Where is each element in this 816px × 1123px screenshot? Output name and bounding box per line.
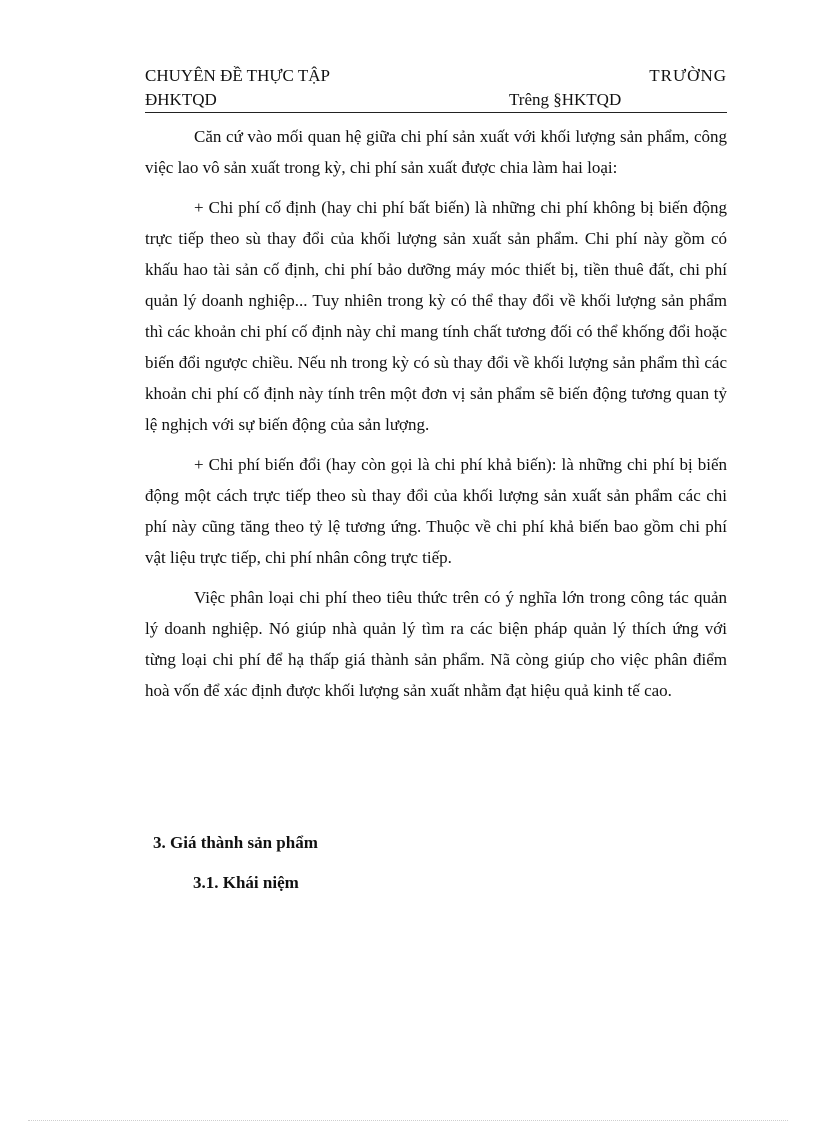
header-school-legacy: Trêng §HKTQD: [509, 90, 622, 109]
page-header: [145, 64, 727, 113]
subsection-heading: 3.1. Khái niệm: [193, 873, 299, 892]
section-heading: 3. Giá thành sản phẩm: [153, 833, 318, 852]
paragraph: Việc phân loại chi phí theo tiêu thức trên có ý nghĩa lớn trong công tác quản lý doanh nghiệp. Nó giúp nhà quản lý tìm ra các biện pháp quản lý thích ứng với từng loại chi phí để hạ thấp giá thành sản phẩm. Nã còng giúp cho việc phân điểm hoà vốn để xác định được khối lượng sản xuất nhằm đạt hiệu quả kinh tế cao.: [145, 588, 727, 700]
header-title: CHUYÊN ĐỀ THỰC TẬP: [145, 66, 330, 85]
page-bottom-divider: [28, 1120, 788, 1121]
document-body: [145, 121, 727, 715]
header-school: TRƯỜNG: [649, 66, 727, 85]
paragraph: + Chi phí cố định (hay chi phí bất biến) là những chi phí không bị biến động trực tiếp theo sù thay đổi của khối lượng sản xuất sản phẩm. Chi phí này gồm có khấu hao tài sản cố định, chi phí bảo dưỡng máy móc thiết bị, tiền thuê đất, chi phí quản lý doanh nghiệp... Tuy nhiên trong kỳ có thể thay đổi về khối lượng sản phẩm thì các khoản chi phí cố định này chỉ mang tính chất tương đối có thể khống đổi hoặc biến đổi ngược chiều. Nếu nh trong kỳ có sù thay đổi về khối lượng sản phẩm thì các khoản chi phí cố định này tính trên một đơn vị sản phẩm sẽ biến động tương quan tỷ lệ nghịch với sự biến động của sản lượng.: [145, 198, 727, 434]
header-school-abbr: ĐHKTQD: [145, 90, 217, 109]
paragraph: + Chi phí biến đổi (hay còn gọi là chi phí khả biến): là những chi phí bị biến động một cách trực tiếp theo sù thay đổi của khối lượng sản xuất sản phẩm các chi phí này cũng tăng theo tỷ lệ tương ứng. Thuộc về chi phí khả biến bao gồm chi phí vật liệu trực tiếp, chi phí nhân công trực tiếp.: [145, 455, 727, 567]
paragraph: Căn cứ vào mối quan hệ giữa chi phí sản xuất với khối lượng sản phẩm, công việc lao vô sản xuất trong kỳ, chi phí sản xuất được chia làm hai loại:: [145, 127, 727, 177]
